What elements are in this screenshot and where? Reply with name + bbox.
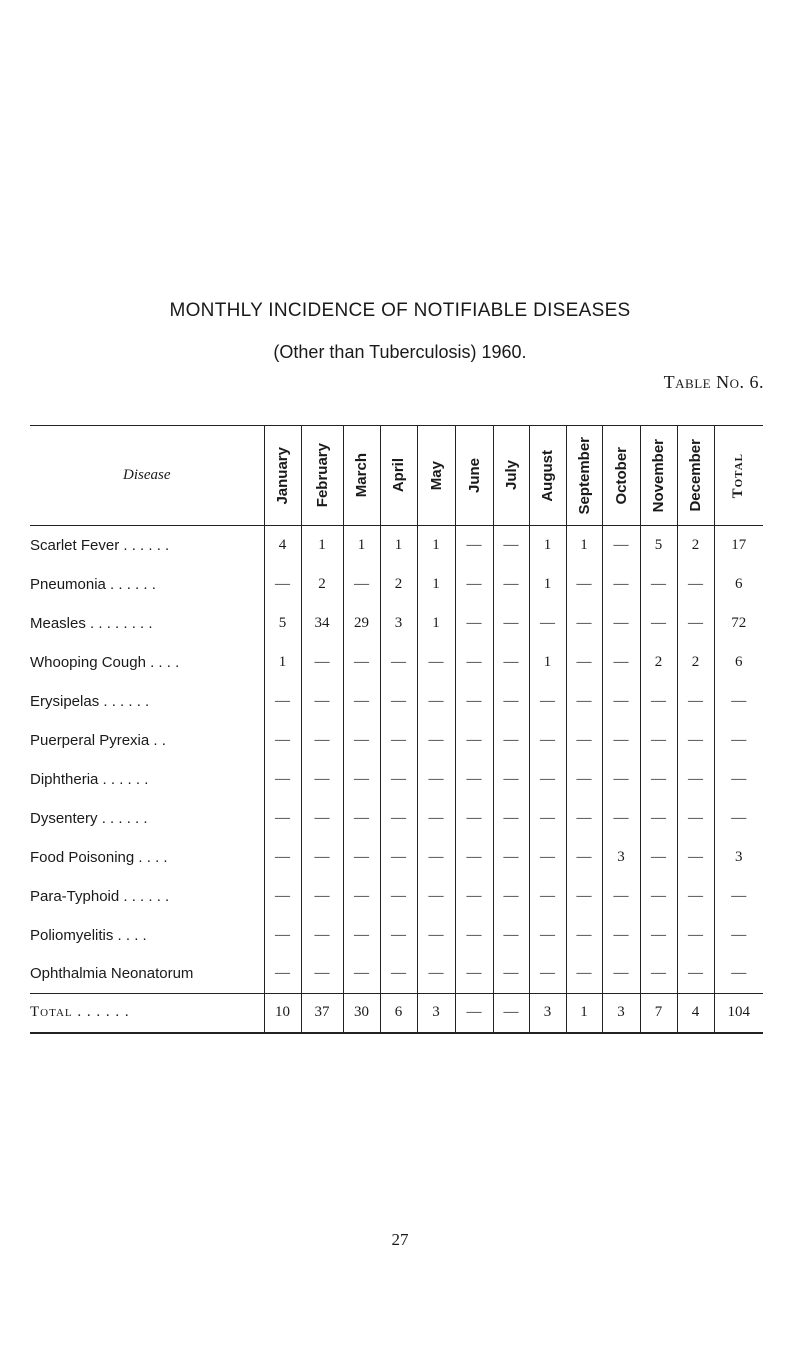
month-cell: — bbox=[343, 760, 380, 799]
month-cell: — bbox=[566, 565, 602, 604]
month-cell: — bbox=[602, 682, 640, 721]
month-cell: — bbox=[343, 955, 380, 994]
month-header: March bbox=[343, 426, 380, 526]
month-cell: 1 bbox=[380, 526, 417, 565]
month-cell: — bbox=[380, 955, 417, 994]
row-total-cell: 72 bbox=[714, 604, 763, 643]
month-cell: — bbox=[677, 760, 714, 799]
month-cell: — bbox=[566, 643, 602, 682]
month-cell: — bbox=[301, 916, 343, 955]
month-cell: — bbox=[566, 916, 602, 955]
month-cell: — bbox=[493, 604, 529, 643]
month-cell: — bbox=[343, 721, 380, 760]
month-cell: 3 bbox=[602, 838, 640, 877]
month-header: September bbox=[566, 426, 602, 526]
disease-name: Scarlet Fever . . . . . . bbox=[30, 536, 170, 554]
disease-name: Total . . . . . . bbox=[30, 994, 264, 1033]
month-cell: — bbox=[264, 565, 301, 604]
month-cell: — bbox=[301, 955, 343, 994]
month-cell: — bbox=[417, 799, 455, 838]
month-cell: 2 bbox=[301, 565, 343, 604]
month-cell: — bbox=[264, 838, 301, 877]
month-cell: — bbox=[380, 682, 417, 721]
row-total-cell: 6 bbox=[714, 643, 763, 682]
page-subtitle: (Other than Tuberculosis) 1960. bbox=[273, 342, 527, 362]
month-header: June bbox=[455, 426, 493, 526]
month-cell: — bbox=[602, 799, 640, 838]
month-cell: — bbox=[529, 682, 566, 721]
month-cell: — bbox=[493, 760, 529, 799]
table-row bbox=[30, 721, 763, 760]
month-cell: — bbox=[417, 760, 455, 799]
table-row bbox=[30, 604, 763, 643]
month-cell: — bbox=[417, 955, 455, 994]
month-cell: — bbox=[529, 916, 566, 955]
month-cell: 4 bbox=[677, 994, 714, 1033]
table-row bbox=[30, 799, 763, 838]
month-cell: 30 bbox=[343, 994, 380, 1033]
month-cell: — bbox=[264, 760, 301, 799]
table-number: Table No. 6. bbox=[663, 372, 764, 392]
row-total-cell: — bbox=[714, 955, 763, 994]
month-cell: — bbox=[602, 565, 640, 604]
month-cell: — bbox=[602, 916, 640, 955]
month-cell: 2 bbox=[677, 526, 714, 565]
month-cell: — bbox=[640, 682, 677, 721]
month-header: February bbox=[301, 426, 343, 526]
month-cell: — bbox=[677, 955, 714, 994]
month-cell: — bbox=[529, 955, 566, 994]
table-row bbox=[30, 643, 763, 682]
month-cell: — bbox=[380, 877, 417, 916]
month-header: July bbox=[493, 426, 529, 526]
month-cell: — bbox=[301, 682, 343, 721]
month-cell: — bbox=[640, 565, 677, 604]
month-cell: — bbox=[602, 760, 640, 799]
row-total-cell: — bbox=[714, 682, 763, 721]
month-cell: 1 bbox=[529, 643, 566, 682]
month-cell: — bbox=[455, 955, 493, 994]
month-cell: — bbox=[343, 565, 380, 604]
month-cell: — bbox=[602, 604, 640, 643]
disease-name: Whooping Cough . . . . bbox=[30, 653, 180, 671]
month-cell: — bbox=[566, 799, 602, 838]
month-cell: — bbox=[380, 838, 417, 877]
month-cell: — bbox=[343, 877, 380, 916]
row-total-cell: — bbox=[714, 799, 763, 838]
disease-name: Food Poisoning . . . . bbox=[30, 848, 168, 866]
month-cell: 1 bbox=[417, 604, 455, 643]
month-cell: — bbox=[677, 838, 714, 877]
month-cell: — bbox=[455, 565, 493, 604]
table-row bbox=[30, 682, 763, 721]
row-total-cell: — bbox=[714, 877, 763, 916]
month-cell: — bbox=[264, 799, 301, 838]
month-cell: — bbox=[640, 721, 677, 760]
month-cell: — bbox=[640, 604, 677, 643]
month-cell: — bbox=[343, 838, 380, 877]
month-cell: — bbox=[301, 760, 343, 799]
row-total-cell: — bbox=[714, 916, 763, 955]
month-header: May bbox=[417, 426, 455, 526]
month-cell: — bbox=[493, 916, 529, 955]
month-cell: — bbox=[640, 955, 677, 994]
month-cell: — bbox=[529, 604, 566, 643]
month-cell: — bbox=[301, 838, 343, 877]
month-cell: — bbox=[301, 877, 343, 916]
month-header: October bbox=[602, 426, 640, 526]
month-header: August bbox=[529, 426, 566, 526]
month-cell: 37 bbox=[301, 994, 343, 1033]
disease-name: Diphtheria . . . . . . bbox=[30, 770, 149, 788]
table-row bbox=[30, 526, 763, 565]
month-cell: 3 bbox=[417, 994, 455, 1033]
month-cell: — bbox=[455, 604, 493, 643]
month-cell: — bbox=[566, 604, 602, 643]
month-cell: — bbox=[380, 916, 417, 955]
month-cell: — bbox=[640, 838, 677, 877]
month-cell: — bbox=[566, 955, 602, 994]
month-cell: 5 bbox=[640, 526, 677, 565]
month-cell: 1 bbox=[566, 994, 602, 1033]
month-cell: — bbox=[493, 565, 529, 604]
month-cell: 1 bbox=[264, 643, 301, 682]
month-cell: — bbox=[566, 838, 602, 877]
month-cell: — bbox=[602, 526, 640, 565]
disease-name: Pneumonia . . . . . . bbox=[30, 575, 156, 593]
disease-name: Measles . . . . . . . . bbox=[30, 614, 153, 632]
month-cell: — bbox=[677, 721, 714, 760]
month-cell: — bbox=[529, 799, 566, 838]
month-cell: — bbox=[417, 877, 455, 916]
month-cell: — bbox=[493, 682, 529, 721]
row-total-cell: 17 bbox=[714, 526, 763, 565]
month-cell: — bbox=[380, 760, 417, 799]
row-total-cell: 104 bbox=[714, 994, 763, 1033]
month-cell: — bbox=[493, 838, 529, 877]
month-cell: — bbox=[493, 643, 529, 682]
month-cell: — bbox=[380, 799, 417, 838]
month-cell: — bbox=[301, 799, 343, 838]
month-cell: — bbox=[493, 877, 529, 916]
month-cell: — bbox=[264, 916, 301, 955]
month-cell: — bbox=[455, 838, 493, 877]
table-row bbox=[30, 760, 763, 799]
month-cell: 2 bbox=[640, 643, 677, 682]
month-cell: — bbox=[566, 682, 602, 721]
table-row bbox=[30, 565, 763, 604]
month-cell: — bbox=[417, 682, 455, 721]
month-cell: 4 bbox=[264, 526, 301, 565]
month-cell: — bbox=[264, 877, 301, 916]
month-cell: — bbox=[640, 916, 677, 955]
total-row bbox=[30, 994, 763, 1033]
table-row bbox=[30, 877, 763, 916]
month-cell: 10 bbox=[264, 994, 301, 1033]
month-cell: — bbox=[343, 643, 380, 682]
month-cell: — bbox=[602, 955, 640, 994]
month-cell: — bbox=[380, 643, 417, 682]
month-header: April bbox=[380, 426, 417, 526]
month-cell: 1 bbox=[343, 526, 380, 565]
month-cell: — bbox=[602, 877, 640, 916]
month-cell: — bbox=[493, 955, 529, 994]
month-cell: — bbox=[677, 799, 714, 838]
month-cell: — bbox=[493, 799, 529, 838]
month-cell: — bbox=[455, 994, 493, 1033]
month-cell: 1 bbox=[301, 526, 343, 565]
month-cell: 29 bbox=[343, 604, 380, 643]
disease-table bbox=[30, 425, 763, 1034]
month-cell: 1 bbox=[529, 565, 566, 604]
month-cell: — bbox=[301, 643, 343, 682]
month-cell: — bbox=[493, 721, 529, 760]
month-cell: — bbox=[455, 799, 493, 838]
month-cell: — bbox=[264, 955, 301, 994]
month-cell: — bbox=[455, 721, 493, 760]
disease-name: Para-Typhoid . . . . . . bbox=[30, 887, 170, 905]
month-cell: — bbox=[455, 877, 493, 916]
month-cell: 5 bbox=[264, 604, 301, 643]
month-header: January bbox=[264, 426, 301, 526]
month-cell: — bbox=[343, 682, 380, 721]
header-row bbox=[30, 426, 763, 526]
month-cell: — bbox=[677, 604, 714, 643]
month-cell: 6 bbox=[380, 994, 417, 1033]
disease-name: Poliomyelitis . . . . bbox=[30, 926, 147, 944]
table-row bbox=[30, 838, 763, 877]
month-cell: — bbox=[455, 682, 493, 721]
month-cell: — bbox=[566, 760, 602, 799]
table-row bbox=[30, 916, 763, 955]
month-cell: — bbox=[602, 721, 640, 760]
month-cell: 3 bbox=[380, 604, 417, 643]
month-cell: — bbox=[529, 838, 566, 877]
month-cell: 2 bbox=[677, 643, 714, 682]
month-cell: — bbox=[380, 721, 417, 760]
month-cell: 3 bbox=[529, 994, 566, 1033]
month-cell: — bbox=[677, 682, 714, 721]
month-cell: — bbox=[417, 916, 455, 955]
month-cell: 1 bbox=[566, 526, 602, 565]
month-header: December bbox=[677, 426, 714, 526]
row-total-cell: — bbox=[714, 760, 763, 799]
disease-column-header: Disease bbox=[30, 426, 264, 526]
month-cell: — bbox=[677, 877, 714, 916]
month-cell: — bbox=[455, 916, 493, 955]
row-total-cell: 3 bbox=[714, 838, 763, 877]
month-cell: — bbox=[264, 721, 301, 760]
month-cell: 2 bbox=[380, 565, 417, 604]
month-cell: — bbox=[640, 877, 677, 916]
disease-name: Puerperal Pyrexia . . bbox=[30, 731, 166, 749]
month-cell: — bbox=[566, 721, 602, 760]
month-cell: 34 bbox=[301, 604, 343, 643]
month-cell: — bbox=[264, 682, 301, 721]
month-cell: 1 bbox=[417, 565, 455, 604]
month-cell: — bbox=[566, 877, 602, 916]
month-cell: — bbox=[493, 994, 529, 1033]
table-row bbox=[30, 955, 763, 994]
month-cell: — bbox=[602, 643, 640, 682]
row-total-cell: — bbox=[714, 721, 763, 760]
month-cell: — bbox=[677, 565, 714, 604]
page-title: MONTHLY INCIDENCE OF NOTIFIABLE DISEASES bbox=[169, 300, 631, 321]
page-number: 27 bbox=[391, 1230, 409, 1249]
month-cell: 1 bbox=[417, 526, 455, 565]
disease-name: Dysentery . . . . . . bbox=[30, 809, 148, 827]
month-cell: 3 bbox=[602, 994, 640, 1033]
month-cell: — bbox=[455, 643, 493, 682]
month-cell: — bbox=[677, 916, 714, 955]
row-total-cell: 6 bbox=[714, 565, 763, 604]
month-cell: — bbox=[493, 526, 529, 565]
month-cell: — bbox=[417, 838, 455, 877]
month-cell: — bbox=[529, 760, 566, 799]
month-cell: — bbox=[640, 760, 677, 799]
month-cell: — bbox=[417, 643, 455, 682]
month-cell: — bbox=[455, 526, 493, 565]
month-cell: — bbox=[640, 799, 677, 838]
disease-name: Erysipelas . . . . . . bbox=[30, 692, 150, 710]
disease-name: Ophthalmia Neonatorum bbox=[30, 965, 194, 983]
month-cell: — bbox=[417, 721, 455, 760]
month-cell: — bbox=[301, 721, 343, 760]
month-cell: — bbox=[455, 760, 493, 799]
month-cell: — bbox=[343, 799, 380, 838]
month-cell: 1 bbox=[529, 526, 566, 565]
month-cell: — bbox=[529, 721, 566, 760]
month-cell: — bbox=[343, 916, 380, 955]
total-column-header: Total bbox=[714, 426, 763, 526]
month-cell: — bbox=[529, 877, 566, 916]
month-cell: 7 bbox=[640, 994, 677, 1033]
month-header: November bbox=[640, 426, 677, 526]
